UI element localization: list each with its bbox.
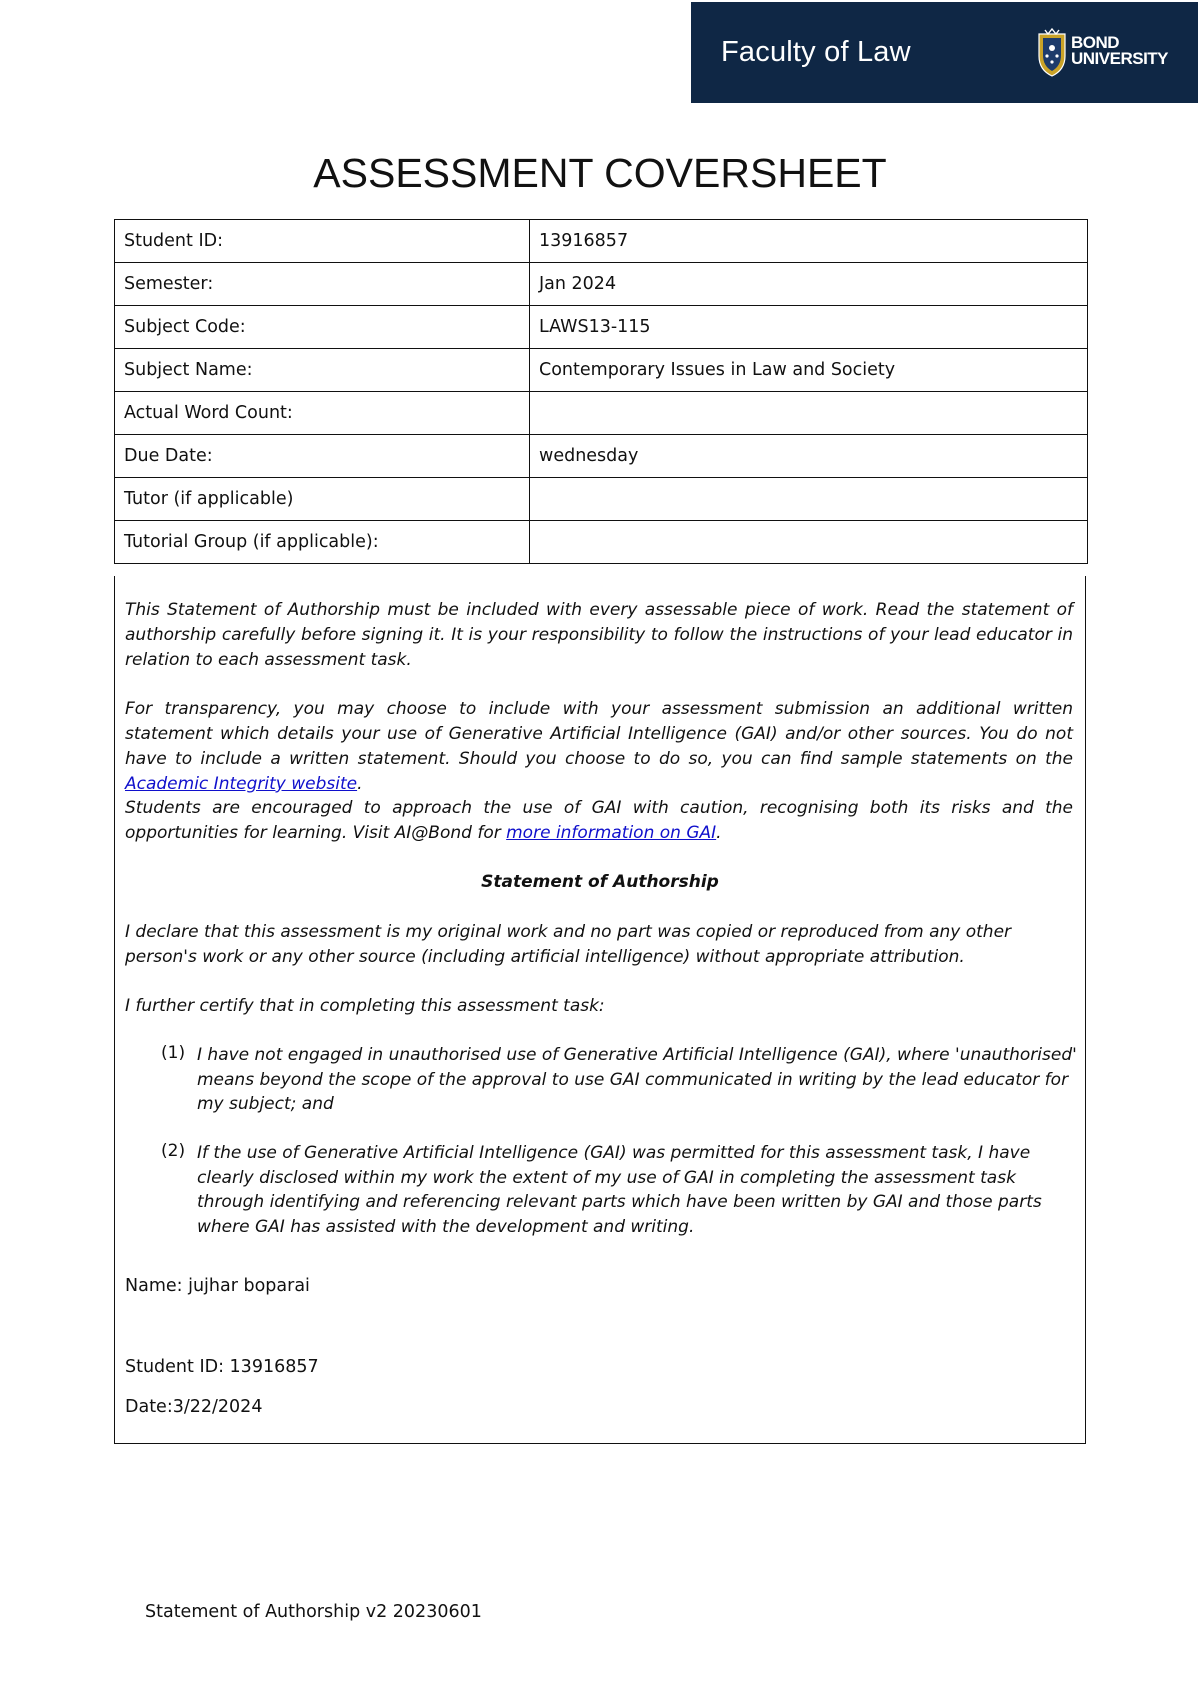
certify-paragraph: I further certify that in completing this assessment task: [125, 996, 605, 1016]
bond-university-crest-icon [1035, 26, 1069, 80]
table-row [115, 306, 1088, 349]
statement-heading: Statement of Authorship [481, 872, 719, 892]
table-row [115, 521, 1088, 564]
item-number: (1) [161, 1043, 186, 1063]
word-count-label: Actual Word Count: [115, 392, 530, 435]
transparency-text: For transparency, you may choose to include with your assessment submission an additional written statement which details your use of Generative Artificial Intelligence (GAI) and/or other sources. You do not have to include a written statement. Should you choose to do so, you can find sample statements on the [125, 699, 1073, 769]
semester-label: Semester: [115, 263, 530, 306]
semester-value: Jan 2024 [530, 263, 1088, 306]
student-id-label: Student ID: [115, 220, 530, 263]
due-date-label: Due Date: [115, 435, 530, 478]
subject-name-value: Contemporary Issues in Law and Society [530, 349, 1088, 392]
page-title: ASSESSMENT COVERSHEET [313, 150, 887, 196]
intro-paragraph: This Statement of Authorship must be included with every assessable piece of work. Read the statement of authorship carefully before signing it. It is your responsibility to follow the instructions of your lead educator in relation to each assessment task. [125, 600, 1073, 670]
gai-caution-text: Students are encouraged to approach the use of GAI with caution, recognising both its risks and the opportunities for learning. Visit AI@Bond for [125, 798, 1073, 843]
list-item: I have not engaged in unauthorised use of Generative Artificial Intelligence (GAI), where 'unauthorised' means beyond the scope of the approval to use GAI communicated in writing by the lead educator for my subject; and [197, 1045, 1077, 1114]
transparency-paragraph: For transparency, you may choose to include with your assessment submission an additional written statement which details your use of Generative Artificial Intelligence (GAI) and/or other sources. You do not have to include a written statement. Should you choose to do so, you can find sample statements on the Academic Integrity website. [125, 699, 1073, 794]
item-number: (2) [161, 1141, 186, 1161]
declaration-paragraph: I declare that this assessment is my original work and no part was copied or reproduced from any other person's work or any other source (including artificial intelligence) without appropriate attribution. [125, 922, 1012, 967]
list-item: If the use of Generative Artificial Intelligence (GAI) was permitted for this assessment task, I have clearly disclosed within my work the extent of my use of GAI in completing the assessment task through identifying and referencing relevant parts which have been written by GAI and those parts where GAI has assisted with the development and writing. [197, 1143, 1042, 1237]
gai-information-link[interactable]: more information on GAI [506, 823, 717, 843]
details-table [114, 219, 1088, 564]
bond-university-logo: BOND UNIVERSITY [1071, 33, 1169, 68]
subject-code-value: LAWS13-115 [530, 306, 1088, 349]
table-row [115, 435, 1088, 478]
tutorial-group-label: Tutorial Group (if applicable): [115, 521, 530, 564]
table-row [115, 392, 1088, 435]
signature-name: Name: jujhar boparai [125, 1276, 310, 1296]
student-id-value: 13916857 [530, 220, 1088, 263]
statement-of-authorship-box [114, 576, 1086, 1444]
gai-caution-paragraph: Students are encouraged to approach the use of GAI with caution, recognising both its risks and the opportunities for learning. Visit AI@Bond for more information on GAI. [125, 798, 1073, 843]
tutor-label: Tutor (if applicable) [115, 478, 530, 521]
faculty-name: Faculty of Law [721, 36, 911, 68]
subject-code-label: Subject Code: [115, 306, 530, 349]
table-row [115, 220, 1088, 263]
table-row [115, 478, 1088, 521]
subject-name-label: Subject Name: [115, 349, 530, 392]
due-date-value: wednesday [530, 435, 1088, 478]
tutor-value[interactable] [530, 478, 1088, 521]
table-row [115, 263, 1088, 306]
footer-version: Statement of Authorship v2 20230601 [145, 1602, 482, 1622]
faculty-banner [691, 2, 1198, 103]
table-row [115, 349, 1088, 392]
academic-integrity-link[interactable]: Academic Integrity website [125, 774, 358, 794]
signature-student-id: Student ID: 13916857 [125, 1357, 319, 1377]
tutorial-group-value[interactable] [530, 521, 1088, 564]
signature-date: Date:3/22/2024 [125, 1397, 263, 1417]
word-count-value[interactable] [530, 392, 1088, 435]
